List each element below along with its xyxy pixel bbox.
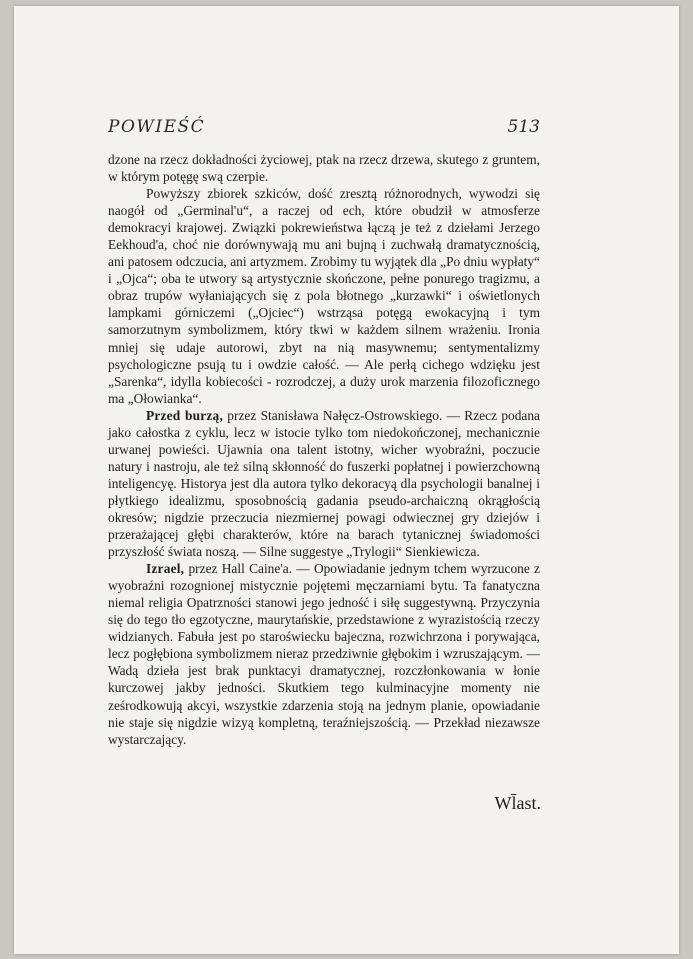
running-head	[108, 117, 540, 143]
paragraph-review-izrael	[108, 560, 540, 748]
paragraph-review-intro	[108, 185, 540, 407]
paragraph-continuation	[108, 151, 540, 185]
page-number: 513	[507, 117, 540, 137]
paragraph-text: przez Stanisława Nałęcz-Ostrowskiego. — Rzecz podana jako całostka z cyklu, lecz w istocie tylko tom niedokończonej, mechanicznie urwanej powieści. Ujawnia ona talent istotny, wicher wyobraźni, poczucie natury i nastroju, ale też silną skłonność do fuszerki popłatnej i powierzchowną inteligencyę. Historya jest dla autora tylko dekoracyą dla psychologii banalnej i płytkiego idealizmu, sposobnością gadania pseudo-archaiczną okrągłością okresów; nigdzie przeczucia niezmiernej powagi odwiecznej gry dziejów i przerażającej głębi charakterów, które na barach tytanicznej świadomości przyszłość świata noszą. — Silne suggestye „Trylogii“ Sienkiewicza.	[108, 407, 540, 560]
paragraph-text: dzone na rzecz dokładności życiowej, ptak na rzecz drzewa, skutego z gruntem, w którym potęgę swą czerpie.	[108, 152, 540, 185]
review-title: Przed burzą,	[146, 407, 223, 423]
paragraph-review-przed-burza	[108, 407, 540, 560]
paragraph-text: Powyższy zbiorek szkiców, dość zresztą różnorodnych, wywodzi się naogół od „Germinal'u“, a raczej od ech, które obudził w atmosferze demokracyi krajowej. Związki pokrewieństwa łączą je też z dziełami Jerzego Eekhoud'a, choć nie dorównywają mu ani bujną i zuchwałą dramatycznością, ani patosem odczucia, ani artyzmem. Zrobimy tu wyjątek dla „Po dniu wypłaty“ i „Ojca“; oba te utwory są artystycznie skończone, pełne ponurego tragizmu, a obraz trupów wyłaniających się z pola błotnego „kurzawki“ i oświetlonych lampkami górniczemi („Ojciec“) wstrząsa potęgą ewokacyjną i tym samorzutnym symbolizmem, który tkwi w każdem silnem wrażeniu. Ironia mniej się udaje autorowi, zbyt na nią masywnemu; sentymentalizmy psychologiczne psują tu i owdzie całość. — Ale perłą cichego wdzięku jest „Sarenka“, idylla kobiecości - rozrodczej, a duży urok marzenia filozoficznego ma „Ołowianka“.	[108, 186, 540, 406]
running-head-title: POWIEŚĆ	[108, 117, 206, 137]
review-title: Izrael,	[146, 561, 185, 577]
author-signature: Wl̄ast.	[494, 793, 541, 813]
body-text	[108, 151, 540, 748]
paragraph-text: przez Hall Caine'a. — Opowiadanie jednym tchem wyrzucone z wyobraźni rozognionej mistycznie pojętemi męczarniami bytu. Ta fanatyczna niemal religia Opatrzności stanowi jego jedność i siłę suggestywną. Przyczynia się do tego tło egzotyczne, maurytańskie, przedstawione z wyrazistością rzeczy widzianych. Fabuła jest po staroświecku bajeczna, rozwichrzona i porywająca, lecz pogłębiona symbolizmem nieraz przedziwnie głębokim i wzruszającym. — Wadą dzieła jest brak punktacyi dramatycznej, rozczłonkowania w łonie kurczowej jakby jedności. Skutkiem tego kulminacyjne momenty nie ześrodkowują akcyi, wszystkie zdarzenia stoją na jednym planie, opowiadanie nie staje się nigdzie wizyą kompletną, teraźniejszością. — Przekład niezawsze wystarczający.	[108, 561, 540, 747]
